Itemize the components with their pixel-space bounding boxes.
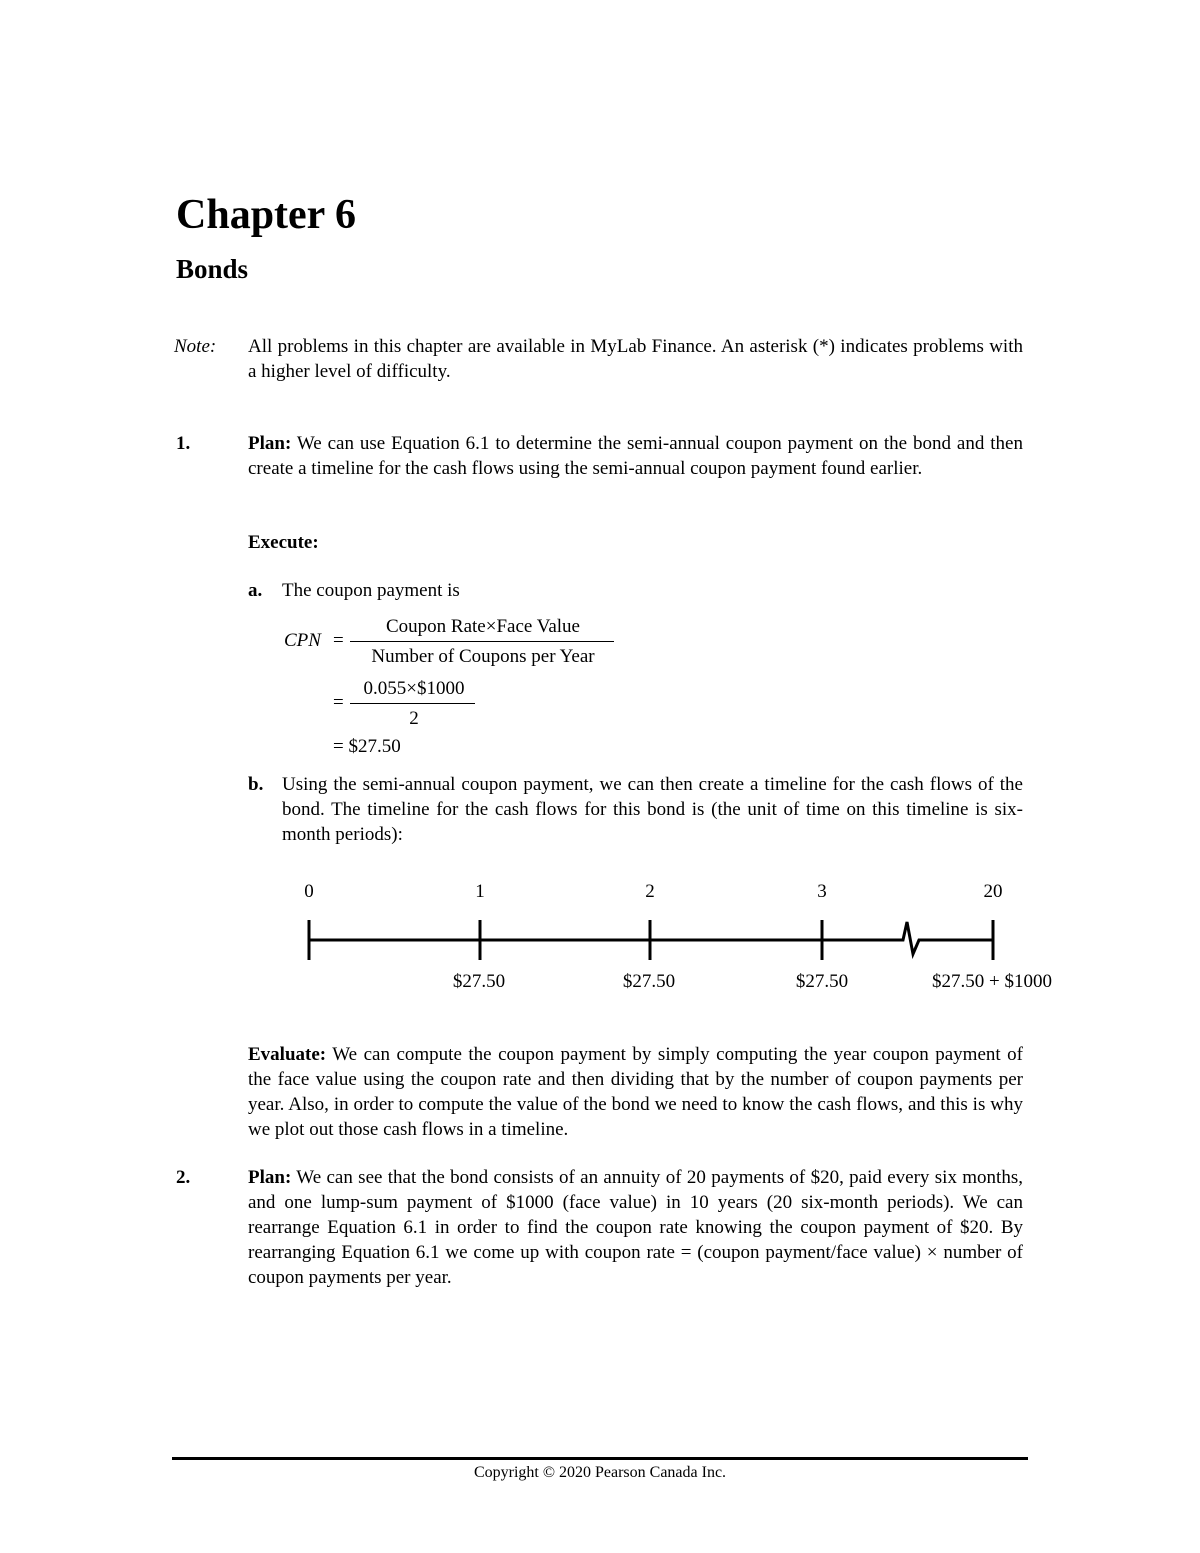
problem-1-number: 1. — [176, 433, 191, 454]
plan-label: Plan: — [248, 1167, 292, 1188]
cash-flow-label: $27.50 — [795, 971, 849, 992]
evaluate-label: Evaluate: — [248, 1044, 327, 1065]
period-label: 0 — [304, 881, 314, 902]
period-label: 1 — [475, 881, 485, 902]
problem-2-plan — [248, 1165, 1023, 1290]
plan-label: Plan: — [248, 433, 292, 454]
item-a-letter: a. — [248, 580, 263, 601]
period-label: 20 — [983, 881, 1003, 902]
item-b-text: Using the semi-annual coupon payment, we can then create a timeline for the cash flows of the bond. The timeline for the cash flows for this bond is (the unit of time on this timeline is six-month periods): — [282, 774, 1023, 845]
cash-flow-label: $27.50 + $1000 — [932, 971, 1052, 992]
problem-1-evaluate — [248, 1042, 1023, 1142]
item-a-text: The coupon payment is — [282, 580, 460, 601]
eq-lhs: CPN — [284, 630, 321, 651]
eq-numerator: Coupon Rate×Face Value — [386, 616, 580, 637]
chapter-title: Chapter 6 — [176, 192, 357, 238]
problem-2-number: 2. — [176, 1167, 191, 1188]
eq2-sign: = — [333, 692, 344, 713]
footer-rule — [172, 1457, 1028, 1460]
note-label: Note: — [174, 336, 217, 357]
execute-label: Execute: — [248, 532, 319, 553]
timeline-break-mark — [900, 922, 993, 954]
item-b-letter: b. — [248, 774, 264, 795]
plan-text: We can use Equation 6.1 to determine the semi-annual coupon payment on the bond and then create a timeline for the cash flows using the semi-annual coupon payment found earlier. — [248, 433, 1023, 479]
cash-flow-label: $27.50 — [622, 971, 676, 992]
period-label: 2 — [645, 881, 655, 902]
note-text: All problems in this chapter are available in MyLab Finance. An asterisk (*) indicates problems with a higher level of difficulty. — [248, 336, 1023, 382]
footer-copyright: Copyright © 2020 Pearson Canada Inc. — [473, 1464, 727, 1481]
eq2-numerator: 0.055×$1000 — [363, 678, 465, 699]
plan-text: We can see that the bond consists of an annuity of 20 payments of $20, paid every six months, and one lump-sum payment of $1000 (face value) in 10 years (20 six-month periods). We can rearrange Equation 6.1 in order to find the coupon rate knowing the coupon payment of $20. By rearranging Equation 6.1 we come up with coupon rate = (coupon payment/face value) × number of coupon payments per year. — [248, 1167, 1023, 1288]
evaluate-text: We can compute the coupon payment by simply computing the year coupon payment of the face value using the coupon rate and then dividing that by the number of coupon payments per year. Also, in order to compute the value of the bond we need to know the cash flows, and this is why we plot out those cash flows in a timeline. — [248, 1044, 1023, 1140]
cash-flow-label: $27.50 — [452, 971, 506, 992]
eq-denominator: Number of Coupons per Year — [371, 646, 595, 667]
eq-sign: = — [333, 630, 344, 651]
eq3-result: = $27.50 — [333, 736, 401, 757]
eq2-denominator: 2 — [409, 708, 419, 729]
chapter-subtitle: Bonds — [176, 254, 249, 284]
period-label: 3 — [817, 881, 827, 902]
